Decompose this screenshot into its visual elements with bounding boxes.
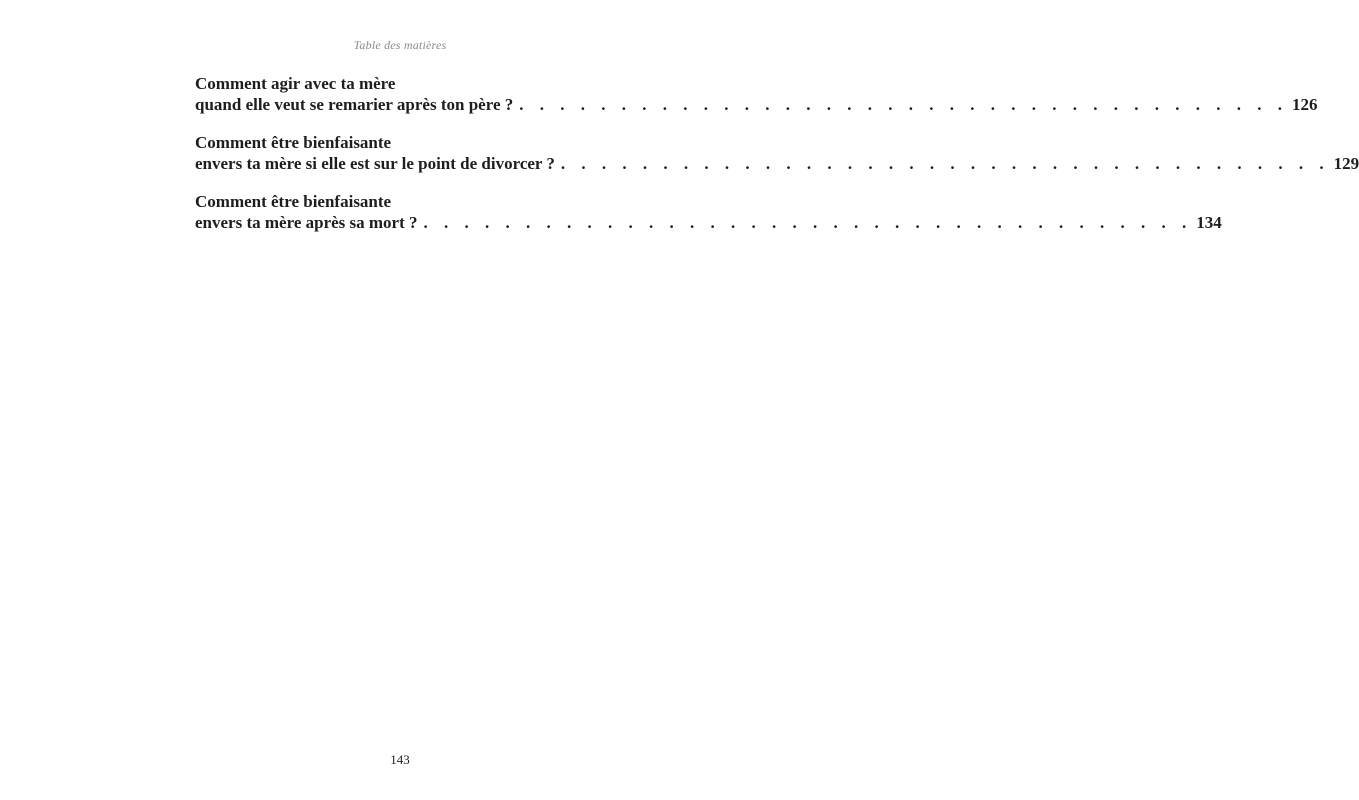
toc-entry-title-line2: envers ta mère si elle est sur le point de divorcer ?: [195, 154, 555, 173]
toc-entry-title-line1: Comment être bienfaisante: [195, 133, 392, 152]
toc-entry[interactable]: [195, 132, 1359, 174]
toc-entry[interactable]: [195, 73, 1318, 115]
toc-entry-title-line2: envers ta mère après sa mort ?: [195, 213, 418, 232]
running-head: Table des matières: [353, 38, 447, 52]
toc-entry-title-line2: quand elle veut se remarier après ton père ?: [195, 95, 514, 114]
dot-leader: . . . . . . . . . . . . . . . . . . . . . . . . . . . . . . . . . . . . . .: [423, 213, 1193, 232]
toc-page-number: 129: [1333, 154, 1359, 173]
toc-entry-title-line1: Comment être bienfaisante: [195, 192, 392, 211]
page-number: 143: [390, 752, 410, 767]
dot-leader: . . . . . . . . . . . . . . . . . . . . . . . . . . . . . . . . . . . . . .: [519, 95, 1288, 114]
toc-entry-title-line1: Comment agir avec ta mère: [195, 74, 396, 93]
table-of-contents: [195, 73, 1359, 250]
toc-page-number: 126: [1292, 95, 1318, 114]
dot-leader: . . . . . . . . . . . . . . . . . . . . . . . . . . . . . . . . . . . . . .: [560, 154, 1330, 173]
toc-page-number: 134: [1196, 213, 1222, 232]
toc-entry[interactable]: [195, 191, 1222, 233]
